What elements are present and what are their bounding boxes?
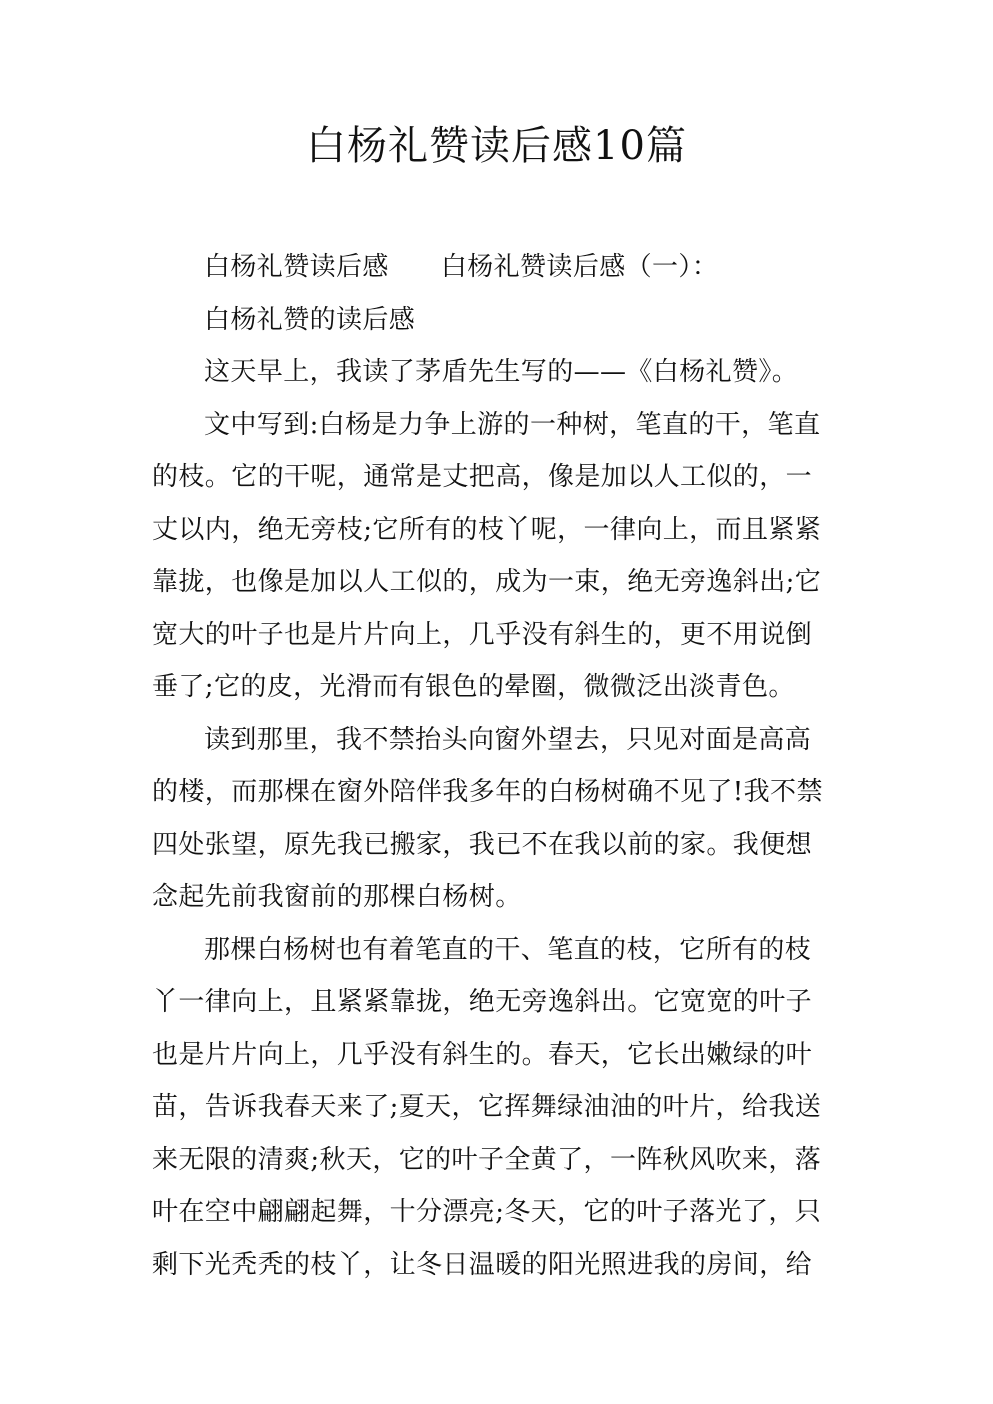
text-line: 苗，告诉我春天来了;夏天，它挥舞绿油油的叶片，给我送: [152, 1092, 822, 1122]
document-title: 白杨礼赞读后感10篇: [306, 123, 687, 169]
text-line: 文中写到:白杨是力争上游的一种树，笔直的干，笔直: [204, 409, 821, 440]
text-line: 的楼，而那棵在窗外陪伴我多年的白杨树确不见了!我不禁: [152, 777, 823, 807]
text-line: 剩下光秃秃的枝丫，让冬日温暖的阳光照进我的房间，给: [152, 1249, 813, 1280]
document-body: [152, 241, 842, 1291]
text-line: 宽大的叶子也是片片向上，几乎没有斜生的，更不用说倒: [152, 619, 813, 650]
text-line: 垂了;它的皮，光滑而有银色的晕圈，微微泛出淡青色。: [152, 672, 795, 702]
text-line: 丫一律向上，且紧紧靠拢，绝无旁逸斜出。它宽宽的叶子: [152, 987, 813, 1017]
subheading-right: 白杨礼赞读后感（一）：: [440, 252, 719, 282]
subheading-line: [152, 241, 842, 294]
text-line: 叶在空中翩翩起舞，十分漂亮;冬天，它的叶子落光了，只: [152, 1197, 822, 1227]
text-line: 来无限的清爽;秋天，它的叶子全黄了，一阵秋风吹来，落: [152, 1144, 822, 1175]
subheading-left: 白杨礼赞读后感: [204, 252, 389, 282]
text-line: 白杨礼赞的读后感: [204, 304, 416, 335]
text-line: 靠拢，也像是加以人工似的，成为一束，绝无旁逸斜出;它: [152, 567, 822, 597]
text-line: 的枝。它的干呢，通常是丈把高，像是加以人工似的，一: [152, 462, 813, 492]
text-line: 念起先前我窗前的那棵白杨树。: [152, 882, 522, 912]
text-line: 四处张望，原先我已搬家，我已不在我以前的家。我便想: [152, 829, 813, 860]
text-line: 读到那里，我不禁抬头向窗外望去，只见对面是高高: [204, 724, 812, 755]
text-line: 也是片片向上，几乎没有斜生的。春天，它长出嫩绿的叶: [152, 1039, 813, 1070]
text-line: 这天早上，我读了茅盾先生写的——《白杨礼赞》。: [204, 357, 799, 387]
text-line: 丈以内，绝无旁枝;它所有的枝丫呢，一律向上，而且紧紧: [152, 514, 822, 545]
text-line: 那棵白杨树也有着笔直的干、笔直的枝，它所有的枝: [204, 934, 812, 965]
